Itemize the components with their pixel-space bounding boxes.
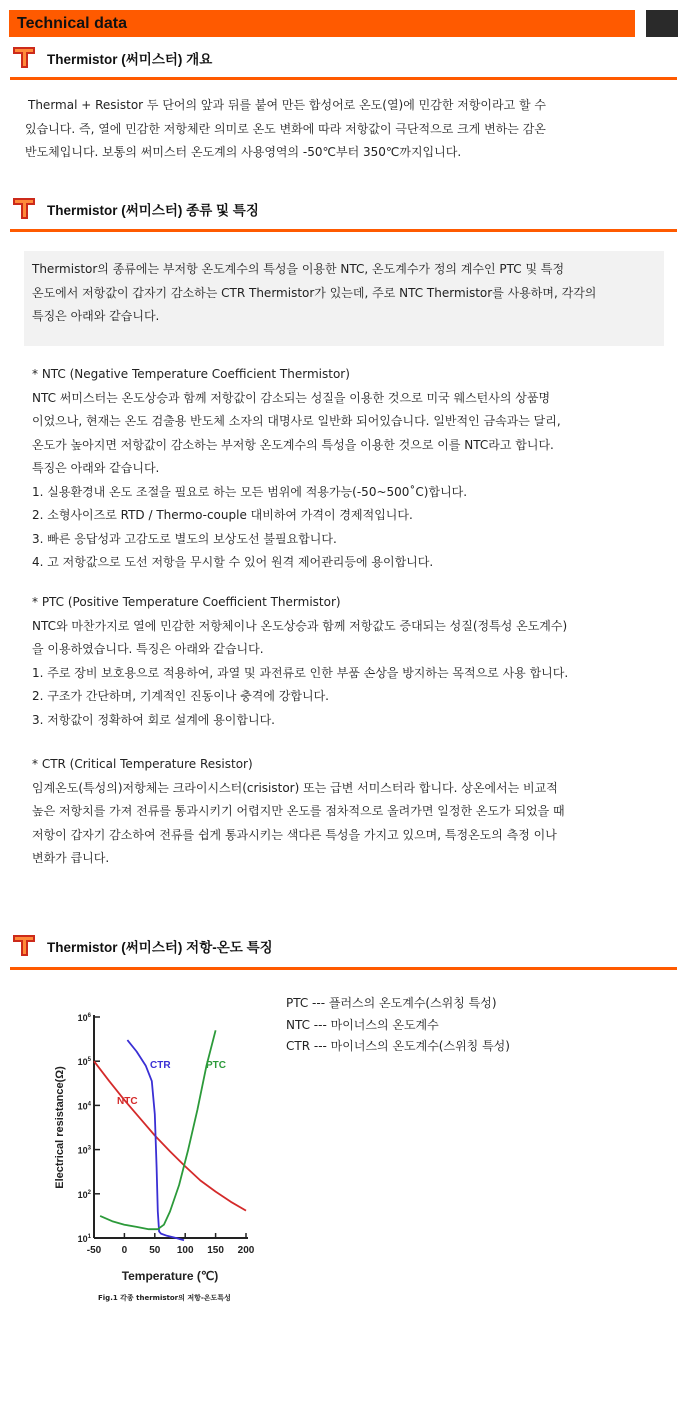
section-title-rt: Thermistor (써미스터) 저항-온도 특징 — [47, 940, 273, 955]
intro-line: Thermistor의 종류에는 부저항 온도계수의 특성을 이용한 NTC, 온도계수가 정의 계수인 PTC 및 특정 — [32, 262, 565, 276]
rt-chart-image — [42, 998, 268, 1314]
thermistor-icon — [11, 195, 37, 221]
ntc-block — [32, 363, 561, 575]
overview-line: 반도체입니다. 보통의 써미스터 온도계의 사용영역의 -50℃부터 350℃까지입니다. — [25, 145, 462, 159]
ntc-feature: 4. 고 저항값으로 도선 저항을 무시할 수 있어 원격 제어관리등에 용이합니다. — [32, 555, 434, 569]
intro-line: 온도에서 저항값이 갑자기 감소하는 CTR Thermistor가 있는데, 주로 NTC Thermistor를 사용하며, 각각의 — [32, 285, 597, 300]
ntc-line: 특징은 아래와 같습니다. — [32, 461, 160, 475]
ntc-feature: 3. 빠른 응답성과 고감도로 별도의 보상도선 불필요합니다. — [32, 531, 337, 546]
y-tick-label: $10^1$ — [77, 1234, 91, 1244]
types-intro-paragraph — [32, 258, 596, 329]
y-tick-label: $10^3$ — [77, 1145, 91, 1156]
y-tick-label: $10^2$ — [77, 1189, 91, 1200]
ctr-line: 임계온도(특성의)저항체는 크라이시스터(crisistor) 또는 급변 서미스터라 합니다. 상온에서는 비교적 — [32, 780, 558, 795]
x-tick-label: 50 — [149, 1245, 161, 1256]
overview-line: 있습니다. 즉, 열에 민감한 저항체란 의미로 온도 변화에 따라 저항값이 극단적으로 크게 변하는 감온 — [25, 121, 546, 136]
y-tick-label: $10^4$ — [77, 1101, 91, 1112]
ntc-heading: * NTC (Negative Temperature Coefficient Thermistor) — [32, 367, 350, 381]
thermistor-icon — [11, 932, 37, 958]
x-axis-label: Temperature (℃) — [121, 1269, 219, 1283]
ntc-line: NTC 써미스터는 온도상승과 함께 저항값이 감소되는 성질을 이용한 것으로 미국 웨스턴사의 상품명 — [32, 390, 551, 405]
x-tick-label: 100 — [176, 1245, 194, 1256]
ptc-feature: 3. 저항값이 정확하여 회로 설계에 용이합니다. — [32, 712, 275, 727]
x-tick-label: -50 — [86, 1245, 102, 1256]
y-tick-label: $10^6$ — [77, 1013, 91, 1023]
overview-paragraph — [25, 94, 546, 165]
series-label-ntc: NTC — [117, 1096, 138, 1107]
overview-line: Thermal + Resistor 두 단어의 앞과 뒤를 붙여 만든 합성어로 온도(열)에 민감한 저항이라고 할 수 — [28, 98, 547, 112]
section-title-types: Thermistor (써미스터) 종류 및 특징 — [47, 203, 259, 218]
page-title-bar — [9, 10, 635, 37]
ptc-block — [32, 591, 568, 732]
series-label-ptc: PTC — [206, 1060, 226, 1071]
ctr-block — [32, 753, 565, 871]
x-tick-label: 150 — [207, 1245, 224, 1256]
title-corner-block — [646, 10, 678, 37]
series-line-ntc — [94, 1061, 246, 1210]
ntc-line: 이었으나, 현재는 온도 검출용 반도체 소자의 대명사로 일반화 되어있습니다. 일반적인 금속과는 달리, — [32, 414, 561, 428]
ptc-feature: 1. 주로 장비 보호용으로 적용하여, 과열 및 과전류로 인한 부품 손상을 방지하는 목적으로 사용 합니다. — [32, 665, 569, 680]
ctr-line: 변화가 큽니다. — [32, 851, 110, 865]
ntc-line: 온도가 높아지면 저항값이 감소하는 부저항 온도계수의 특성을 이용한 것으로 이를 NTC라고 합니다. — [32, 437, 554, 452]
section-divider — [10, 77, 677, 80]
legend-item-ptc: PTC --- 플러스의 온도계수(스위칭 특성) — [286, 996, 497, 1010]
rt-legend — [286, 993, 510, 1058]
ptc-feature: 2. 구조가 간단하며, 기계적인 진동이나 충격에 강합니다. — [32, 689, 329, 703]
y-axis-label: Electrical resistance(Ω) — [54, 1066, 66, 1189]
ntc-feature: 1. 실용환경내 온도 조절을 필요로 하는 모든 범위에 적용가능(-50~500˚C)합니다. — [32, 484, 468, 499]
section-title-overview: Thermistor (써미스터) 개요 — [47, 52, 213, 67]
ctr-line: 높은 저항치를 가져 전류를 통과시키기 어렵지만 온도를 점차적으로 올려가면 일정한 온도가 되었을 때 — [32, 804, 565, 818]
ptc-heading: * PTC (Positive Temperature Coefficient Thermistor) — [32, 595, 341, 609]
ctr-heading: * CTR (Critical Temperature Resistor) — [32, 757, 253, 771]
legend-item-ctr: CTR --- 마이너스의 온도계수(스위칭 특성) — [286, 1039, 510, 1053]
ctr-line: 저항이 갑자기 감소하여 전류를 쉽게 통과시키는 색다른 특성을 가지고 있으며, 특정온도의 측정 이나 — [32, 827, 557, 842]
rt-chart — [42, 998, 268, 1314]
chart-caption: Fig.1 각종 thermistor의 저항-온도특성 — [98, 1294, 231, 1302]
section-divider — [10, 229, 677, 232]
x-tick-label: 200 — [237, 1245, 255, 1256]
y-tick-label: $10^5$ — [77, 1057, 91, 1068]
ntc-feature: 2. 소형사이즈로 RTD / Thermo-couple 대비하여 가격이 경제적입니다. — [32, 508, 413, 522]
thermistor-icon — [11, 44, 37, 70]
intro-line: 특징은 아래와 같습니다. — [32, 309, 160, 323]
section-divider — [10, 967, 677, 970]
page-title: Technical data — [17, 15, 127, 32]
series-label-ctr: CTR — [150, 1060, 171, 1071]
ptc-line: 을 이용하였습니다. 특징은 아래와 같습니다. — [32, 642, 264, 656]
ptc-line: NTC와 마찬가지로 열에 민감한 저항체이나 온도상승과 함께 저항값도 증대되는 성질(정특성 온도계수) — [32, 618, 568, 633]
x-tick-label: 0 — [121, 1245, 128, 1256]
legend-item-ntc: NTC --- 마이너스의 온도계수 — [286, 1017, 439, 1032]
